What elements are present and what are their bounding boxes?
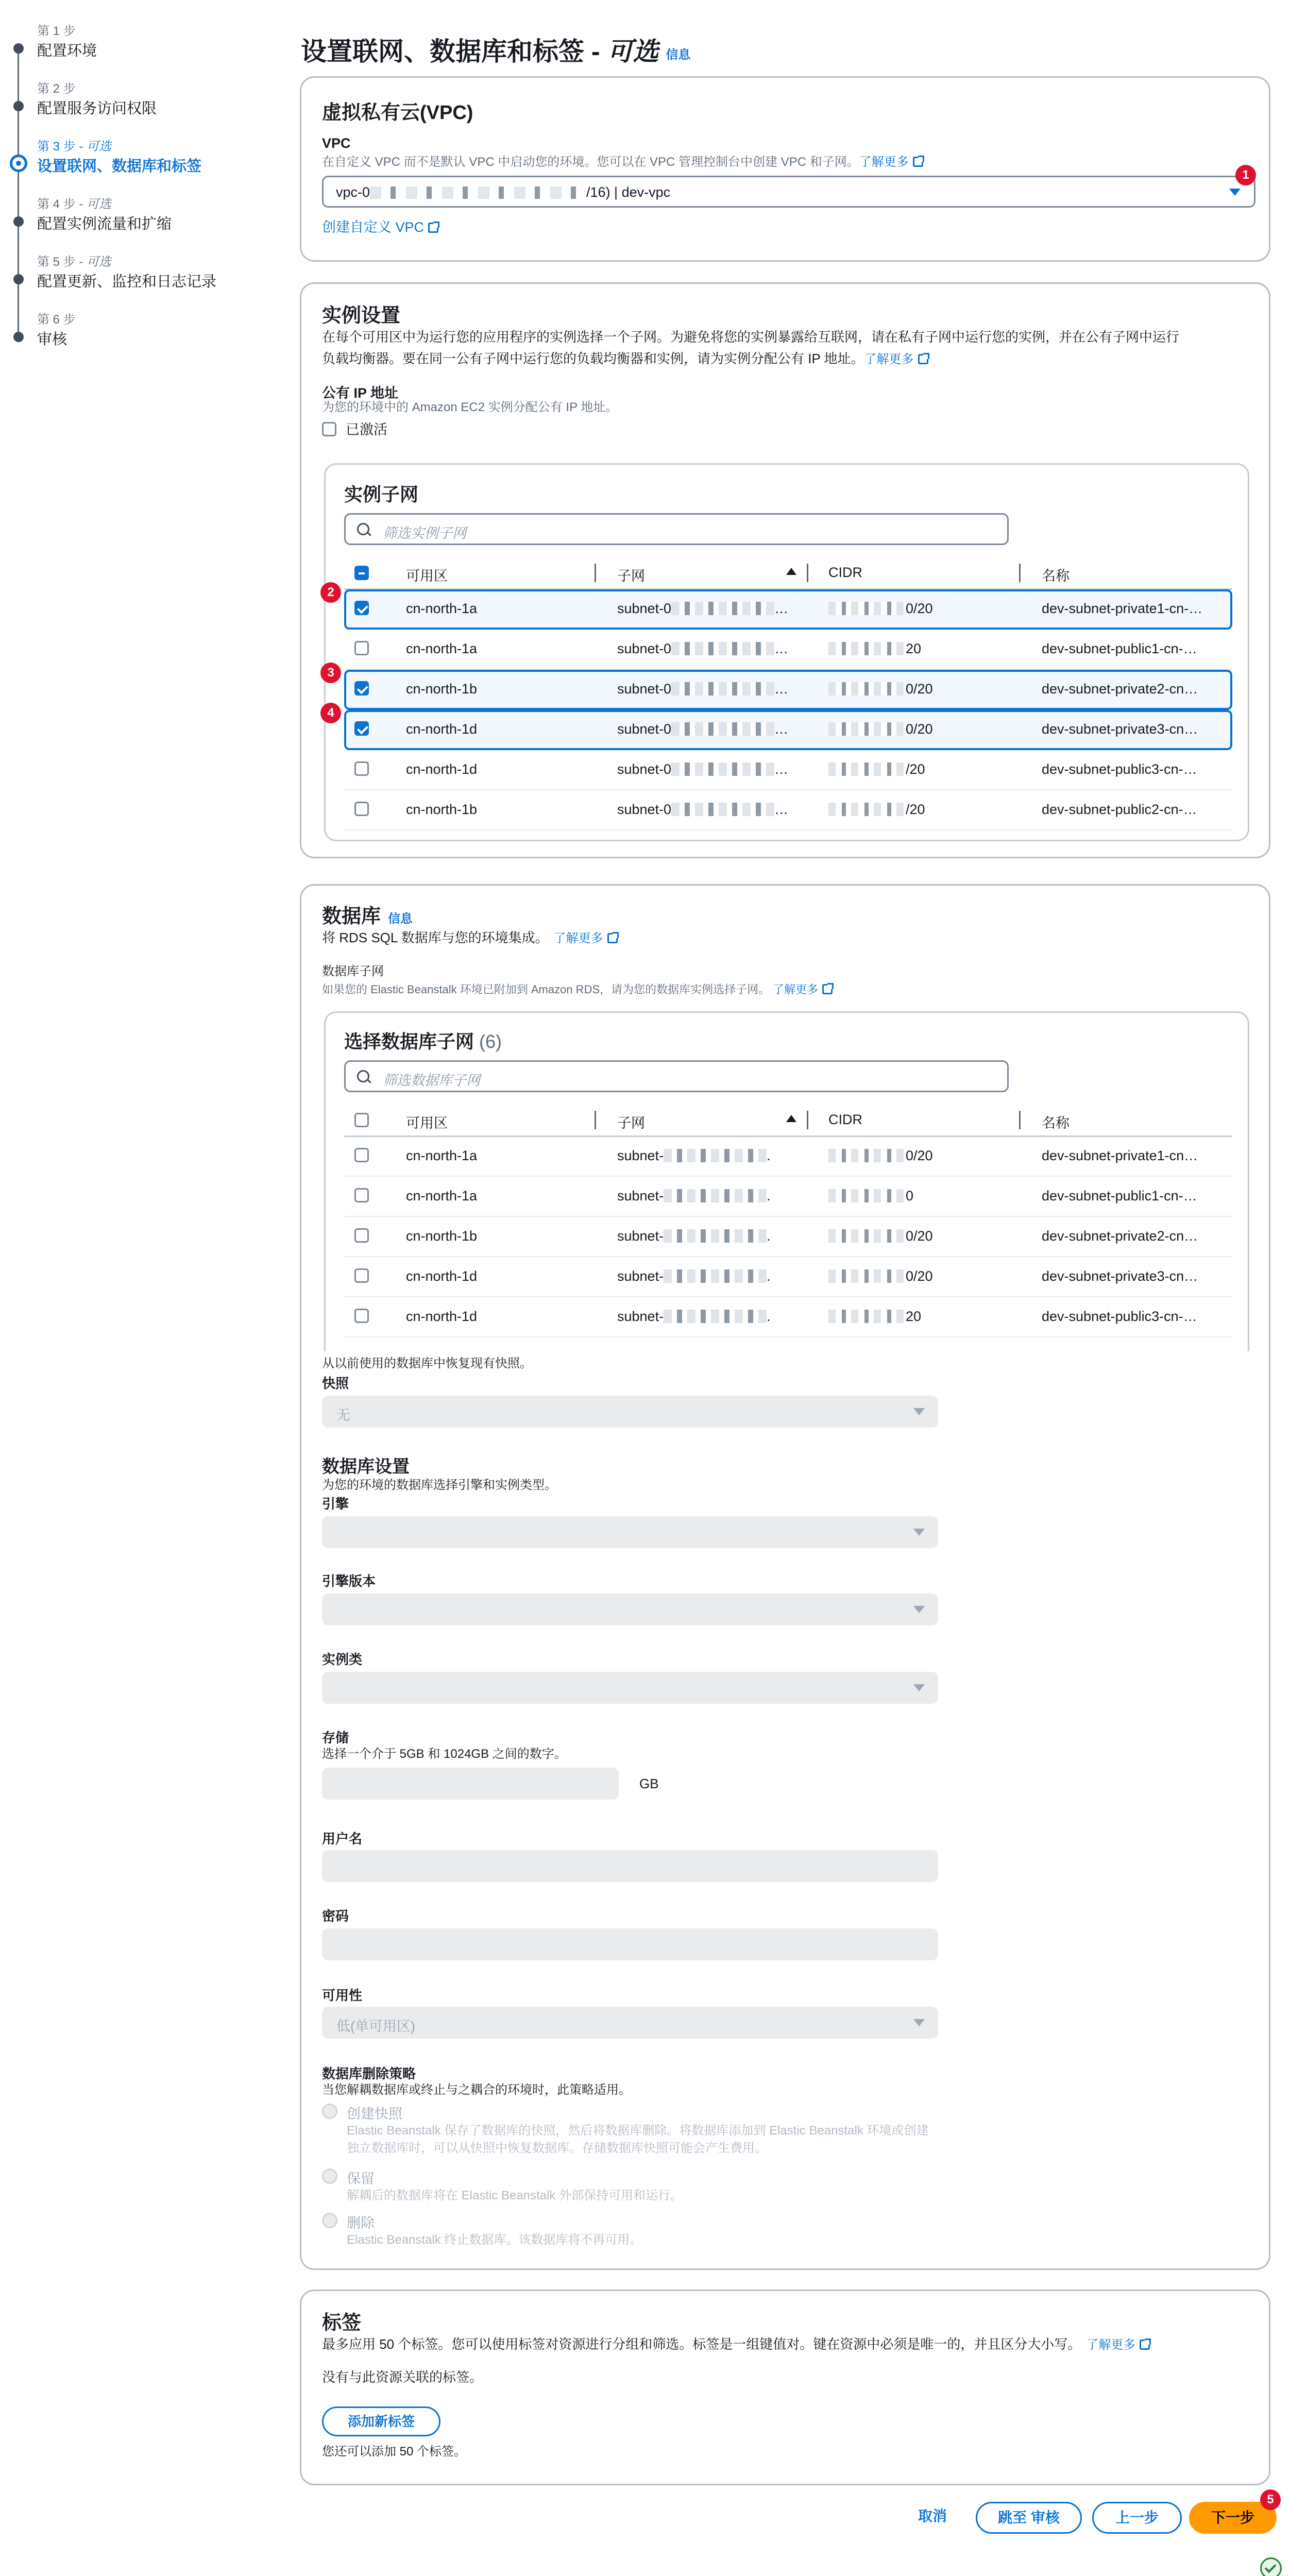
search-icon [357,523,369,535]
az-cell: cn-north-1b [406,681,478,697]
cancel-button[interactable]: 取消 [918,2508,947,2524]
table-row[interactable] [344,1137,1232,1177]
row-checkbox[interactable] [354,1148,369,1162]
vpc-learn-more-link[interactable]: 了解更多 [859,155,923,169]
chevron-down-icon [913,1684,925,1691]
table-row[interactable] [344,1177,1232,1217]
az-cell: cn-north-1d [406,1268,478,1284]
instance-class-select[interactable] [322,1672,938,1704]
column-header-az[interactable]: 可用区 [406,568,448,584]
name-cell: dev-subnet-public3-cn-… [1042,1309,1197,1324]
column-divider [1019,1111,1021,1129]
tags-description: 最多应用 50 个标签。您可以使用标签对资源进行分组和筛选。标签是一组键值对。键在资源中必须是唯一的，并且区分大小写。 了解更多 [322,2333,1150,2356]
column-header-cidr[interactable]: CIDR [828,565,862,580]
policy-retain-desc: 解耦后的数据库将在 Elastic Beanstalk 外部保持可用和运行。 [347,2189,683,2202]
az-cell: cn-north-1a [406,601,478,616]
password-input[interactable] [322,1928,938,1960]
step-number: 第 4 步 - 可选 [37,197,112,211]
chevron-down-icon [913,1529,925,1536]
database-panel [300,884,1270,2270]
vpc-panel [300,76,1270,262]
engine-version-label: 引擎版本 [322,1573,376,1589]
previous-button[interactable]: 上一步 [1092,2502,1182,2534]
create-vpc-link[interactable]: 创建自定义 VPC [322,218,438,236]
select-all-checkbox[interactable] [354,1113,369,1127]
no-tags-text: 没有与此资源关联的标签。 [322,2369,483,2385]
step-number: 第 6 步 [37,313,76,327]
subnet-cell: subnet- . [617,1268,771,1284]
subnet-cell: subnet-0 … [617,721,789,737]
step-dot [13,216,24,227]
step-current-dot [10,155,27,172]
snapshot-description: 从以前使用的数据库中恢复现有快照。 [322,1357,532,1370]
public-ip-label: 公有 IP 地址 [322,385,399,401]
skip-to-review-button[interactable]: 跳至 审核 [976,2502,1082,2534]
next-button[interactable]: 下一步 [1189,2502,1277,2534]
tags-panel [300,2290,1270,2485]
snapshot-label: 快照 [322,1376,349,1391]
instance-subnet-table-header [344,557,1232,590]
policy-create-snapshot-radio[interactable] [322,2104,337,2119]
column-divider [595,564,596,582]
step-dot [13,274,24,284]
name-cell: dev-subnet-private3-cn… [1042,721,1198,737]
database-description: 将 RDS SQL 数据库与您的环境集成。 了解更多 [322,927,618,950]
annotation-badge-1: 1 [1235,165,1256,185]
step-number: 第 1 步 [37,24,76,38]
db-subnets-heading: 选择数据库子网 (6) [344,1031,502,1052]
availability-label: 可用性 [322,1988,363,2003]
column-header-name[interactable]: 名称 [1042,568,1070,584]
db-subnets-description: 如果您的 Elastic Beanstalk 环境已附加到 Amazon RDS，请为您的数据库实例选择子网。 了解更多 [322,980,833,999]
chevron-down-icon [913,1606,925,1613]
deletion-policy-description: 当您解耦数据库或终止与之耦合的环境时，此策略适用。 [322,2083,631,2097]
search-placeholder: 筛选数据库子网 [383,1073,480,1088]
db-subnets-container [324,1011,1249,1351]
vpc-description: 在自定义 VPC 而不是默认 VPC 中启动您的环境。您可以在 VPC 管理控制台中创建 VPC 和子网。了解更多 [322,153,923,172]
database-learn-more-link[interactable]: 了解更多 [554,931,618,945]
info-link[interactable]: 信息 [666,48,691,62]
cidr-cell: /20 [828,802,947,818]
subnet-cell: subnet-0 … [617,601,789,616]
annotation-badge-3: 3 [320,663,341,683]
step-number: 第 3 步 - 可选 [37,140,112,154]
db-settings-description: 为您的环境的数据库选择引擎和实例类型。 [322,1478,557,1492]
storage-input[interactable] [322,1768,619,1800]
column-divider [807,1111,808,1129]
column-divider [595,1111,596,1129]
name-cell: dev-subnet-public1-cn-… [1042,1188,1197,1204]
table-row[interactable] [344,670,1232,710]
column-header-cidr[interactable]: CIDR [828,1112,862,1127]
az-cell: cn-north-1a [406,641,478,656]
row-checkbox[interactable] [354,601,369,615]
info-link[interactable]: 信息 [388,912,413,926]
storage-label: 存储 [322,1730,349,1745]
username-input[interactable] [322,1850,938,1882]
az-cell: cn-north-1d [406,721,478,737]
policy-delete-radio[interactable] [322,2213,337,2228]
column-header-subnet[interactable]: 子网 [617,568,645,584]
tags-learn-more-link[interactable]: 了解更多 [1086,2338,1150,2352]
instance-description: 在每个可用区中为运行您的应用程序的实例选择一个子网。为避免将您的实例暴露给互联网，请在私有子网中运行您的实例，并在公有子网中运行 负载均衡器。要在同一公有子网中运行您的负载均衡器和实例，请为实例分配公有 IP 地址。了解更多 [322,329,1180,366]
snapshot-select[interactable]: 无 [322,1396,938,1428]
row-checkbox[interactable] [354,1309,369,1323]
table-row[interactable] [344,1257,1232,1297]
chevron-down-icon [1229,189,1241,196]
stepper-line [18,50,19,339]
cidr-cell: 0/20 [828,1228,947,1244]
column-header-subnet[interactable]: 子网 [617,1115,645,1131]
vpc-select[interactable] [322,176,1255,208]
cidr-cell: 0 [828,1188,947,1204]
password-label: 密码 [322,1908,349,1924]
name-cell: dev-subnet-public1-cn-… [1042,641,1197,656]
instance-subnets-heading: 实例子网 [344,484,419,505]
instance-class-label: 实例类 [322,1652,363,1667]
step-number: 第 5 步 - 可选 [37,255,112,269]
subnet-cell: subnet-0 … [617,641,789,656]
page-title: 设置联网、数据库和标签 - 可选 信息 [301,37,691,66]
instance-learn-more-link[interactable]: 了解更多 [864,352,928,366]
name-cell: dev-subnet-private2-cn… [1042,681,1198,697]
az-cell: cn-north-1a [406,1188,478,1204]
search-placeholder: 筛选实例子网 [383,526,466,541]
step-title: 配置服务访问权限 [37,100,157,117]
search-icon [357,1070,369,1082]
subnet-cell: subnet- . [617,1148,771,1163]
cidr-cell: /20 [828,761,947,777]
annotation-badge-2: 2 [320,582,341,603]
table-row[interactable] [344,589,1232,630]
activated-label: 已激活 [346,422,387,437]
table-row[interactable] [344,790,1232,831]
database-heading: 数据库 信息 [322,906,413,927]
instance-subnets-container [324,463,1249,841]
chevron-down-icon [913,2019,925,2026]
cidr-cell: 0/20 [828,1148,947,1164]
engine-select[interactable] [322,1516,938,1548]
step-title: 配置更新、监控和日志记录 [37,274,217,290]
external-link-icon [913,157,923,167]
policy-retain-label: 保留 [347,2171,375,2187]
cidr-cell: 0/20 [828,1268,947,1284]
username-label: 用户名 [322,1831,363,1846]
sort-ascending-icon[interactable] [786,1115,796,1122]
cidr-cell: 20 [828,641,947,657]
external-link-icon [1140,2340,1150,2350]
step-number: 第 2 步 [37,82,76,96]
name-cell: dev-subnet-private1-cn… [1042,1148,1198,1163]
subnet-cell: subnet-0 … [617,761,789,777]
storage-description: 选择一个介于 5GB 和 1024GB 之间的数字。 [322,1747,567,1761]
table-row[interactable] [344,630,1232,670]
table-row[interactable] [344,1217,1232,1257]
row-checkbox[interactable] [354,1188,369,1202]
column-divider [807,564,808,582]
policy-delete-label: 删除 [347,2215,375,2231]
step-dot [13,43,24,54]
external-link-icon [428,223,438,233]
table-row[interactable] [344,750,1232,790]
select-all-checkbox[interactable] [354,566,369,580]
db-subnets-learn-more-link[interactable]: 了解更多 [773,983,833,996]
step-title: 配置环境 [37,43,97,59]
vpc-selected-value: vpc-0 /16) | dev-vpc [336,184,671,200]
column-header-name[interactable]: 名称 [1042,1115,1070,1131]
db-subnets-label: 数据库子网 [322,964,384,978]
chevron-down-icon [913,1408,925,1415]
annotation-badge-4: 4 [320,703,341,723]
engine-version-select[interactable] [322,1594,938,1625]
step-title: 设置联网、数据库和标签 [37,158,202,175]
name-cell: dev-subnet-public2-cn-… [1042,802,1197,817]
db-settings-heading: 数据库设置 [322,1457,410,1477]
step-dot [13,332,24,342]
shield-check-icon [1260,2557,1282,2576]
name-cell: dev-subnet-private2-cn… [1042,1228,1198,1244]
subnet-cell: subnet- . [617,1228,771,1244]
name-cell: dev-subnet-private1-cn-… [1042,601,1203,616]
vpc-label: VPC [322,135,351,151]
instance-heading: 实例设置 [322,305,401,327]
subnet-cell: subnet-0 … [617,802,789,817]
tags-remaining: 您还可以添加 50 个标签。 [322,2445,467,2459]
instance-subnet-search-input[interactable] [344,513,1009,545]
external-link-icon [822,984,833,994]
policy-create-snapshot-desc: Elastic Beanstalk 保存了数据库的快照，然后将数据库删除。将数据库添加到 Elastic Beanstalk 环境或创建 独立数据库时，可以从快照中恢复数据库。存储数据库快照可能会产生费用。 [347,2124,929,2155]
availability-select[interactable]: 低(单可用区) [322,2007,938,2039]
external-link-icon [918,354,928,364]
row-checkbox[interactable] [354,641,369,655]
az-cell: cn-north-1a [406,1148,478,1163]
step-title: 配置实例流量和扩缩 [37,216,172,232]
subnet-cell: subnet- . [617,1188,771,1204]
table-row[interactable] [344,710,1232,750]
table-row[interactable] [344,1297,1232,1337]
annotation-badge-5: 5 [1260,2489,1281,2510]
deletion-policy-label: 数据库删除策略 [322,2066,416,2081]
db-subnet-table-header [344,1105,1232,1137]
az-cell: cn-north-1b [406,802,478,817]
name-cell: dev-subnet-private3-cn… [1042,1268,1198,1284]
sort-ascending-icon[interactable] [786,568,796,575]
storage-unit: GB [639,1776,659,1791]
cidr-cell: 0/20 [828,681,947,697]
public-ip-checkbox[interactable] [322,422,336,436]
cidr-cell: 0/20 [828,721,947,737]
external-link-icon [607,933,618,943]
vpc-heading: 虚拟私有云(VPC) [322,102,473,124]
tags-heading: 标签 [322,2312,362,2334]
engine-label: 引擎 [322,1496,349,1512]
row-checkbox[interactable] [354,721,369,736]
subnet-cell: subnet-0 … [617,681,789,697]
db-subnet-search-input[interactable] [344,1060,1009,1092]
az-cell: cn-north-1b [406,1228,478,1244]
cidr-cell: 20 [828,1309,947,1325]
az-cell: cn-north-1d [406,761,478,777]
column-divider [1019,564,1021,582]
az-cell: cn-north-1d [406,1309,478,1324]
column-header-az[interactable]: 可用区 [406,1115,448,1131]
subnet-cell: subnet- . [617,1309,771,1324]
public-ip-description: 为您的环境中的 Amazon EC2 实例分配公有 IP 地址。 [322,400,618,414]
policy-create-snapshot-label: 创建快照 [347,2106,402,2122]
row-checkbox[interactable] [354,1228,369,1243]
row-checkbox[interactable] [354,761,369,776]
name-cell: dev-subnet-public3-cn-… [1042,761,1197,777]
add-tag-button[interactable]: 添加新标签 [322,2406,440,2436]
row-checkbox[interactable] [354,802,369,816]
row-checkbox[interactable] [354,681,369,696]
step-title: 审核 [37,331,67,348]
cidr-cell: 0/20 [828,601,947,617]
policy-delete-desc: Elastic Beanstalk 终止数据库。该数据库将不再可用。 [347,2233,642,2247]
policy-retain-radio[interactable] [322,2168,337,2184]
row-checkbox[interactable] [354,1268,369,1283]
instance-settings-panel [300,282,1270,858]
step-dot [13,101,24,111]
